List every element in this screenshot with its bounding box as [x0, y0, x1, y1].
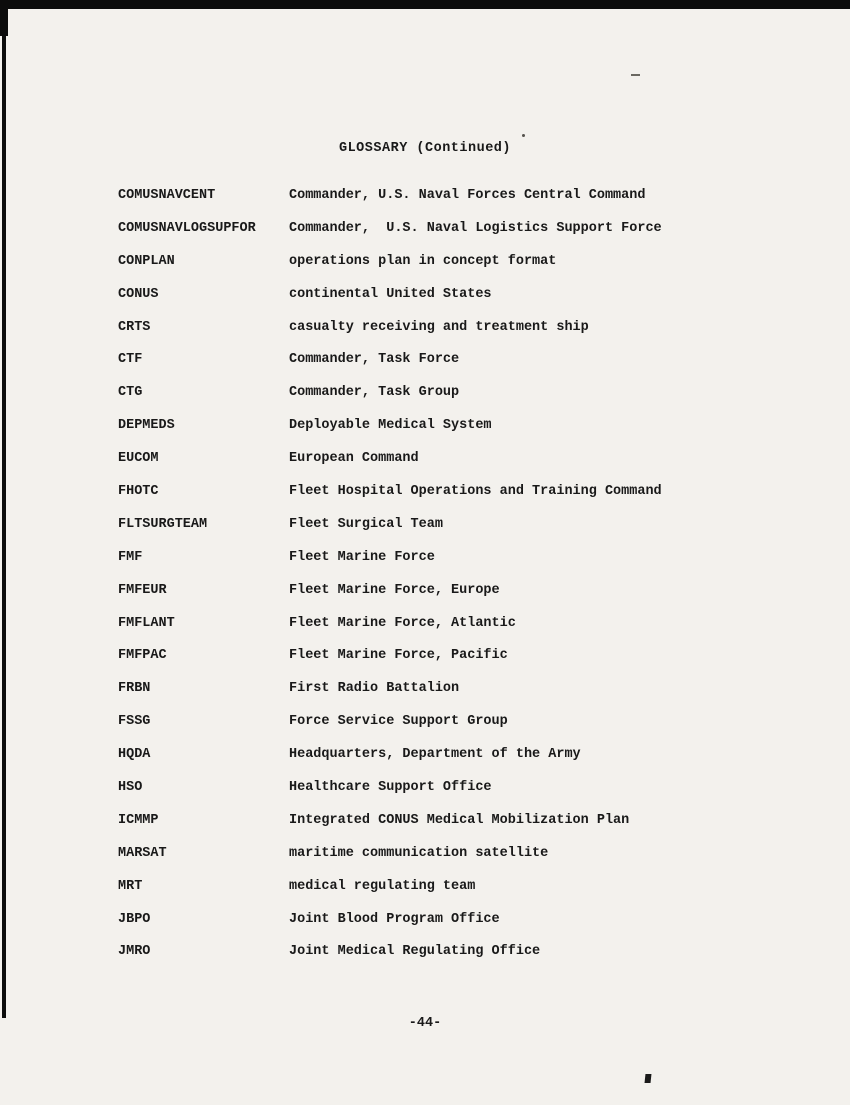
glossary-definition: European Command	[289, 451, 419, 467]
glossary-definition: Commander, Task Force	[289, 352, 460, 368]
page-number: -44-	[408, 1016, 442, 1031]
glossary-row	[118, 912, 798, 945]
glossary-definition: Commander, U.S. Naval Logistics Support Force	[289, 220, 662, 236]
glossary-definition: Deployable Medical System	[289, 418, 492, 434]
glossary-acronym: FHOTC	[118, 484, 159, 500]
glossary-row	[118, 484, 798, 517]
glossary-row	[118, 583, 798, 616]
glossary-row	[118, 648, 798, 681]
glossary-row	[118, 517, 798, 550]
glossary-row	[118, 352, 798, 385]
glossary-row	[118, 944, 798, 977]
glossary-row	[118, 451, 798, 484]
glossary-row	[118, 221, 798, 254]
scan-edge-left	[2, 6, 6, 1018]
glossary-acronym: FMFPAC	[118, 648, 167, 664]
glossary-acronym: MARSAT	[118, 845, 167, 861]
glossary-definition: maritime communication satellite	[289, 845, 549, 861]
glossary-definition: Joint Medical Regulating Office	[289, 944, 541, 960]
glossary-acronym: FMFEUR	[118, 582, 167, 598]
glossary-acronym: COMUSNAVLOGSUPFOR	[118, 220, 256, 236]
glossary-row	[118, 188, 798, 221]
glossary-row	[118, 254, 798, 287]
glossary-definition: Headquarters, Department of the Army	[289, 747, 581, 763]
glossary-acronym: ICMMP	[118, 812, 159, 828]
glossary-acronym: JMRO	[118, 944, 151, 960]
scan-speck-dot	[522, 134, 525, 137]
glossary-row	[118, 418, 798, 451]
glossary-acronym: FRBN	[118, 681, 151, 697]
glossary-definition: Fleet Marine Force	[289, 549, 435, 565]
glossary-definition: Joint Blood Program Office	[289, 911, 500, 927]
glossary-definition: Commander, U.S. Naval Forces Central Command	[289, 188, 646, 203]
glossary-row	[118, 846, 798, 879]
glossary-row	[118, 780, 798, 813]
glossary-row	[118, 681, 798, 714]
glossary-acronym: DEPMEDS	[118, 418, 175, 434]
glossary-acronym: CTG	[118, 385, 143, 401]
glossary-list	[118, 188, 798, 977]
glossary-definition: Force Service Support Group	[289, 714, 508, 730]
glossary-acronym: JBPO	[118, 911, 151, 927]
glossary-definition: operations plan in concept format	[289, 253, 557, 269]
glossary-acronym: CRTS	[118, 319, 151, 335]
scan-artifact-mark	[645, 1074, 652, 1083]
scan-edge-top	[0, 0, 850, 9]
glossary-row	[118, 714, 798, 747]
glossary-row	[118, 879, 798, 912]
glossary-definition: Integrated CONUS Medical Mobilization Plan	[289, 812, 630, 828]
glossary-row	[118, 550, 798, 583]
glossary-definition: casualty receiving and treatment ship	[289, 319, 589, 335]
glossary-acronym: CONUS	[118, 286, 159, 302]
glossary-definition: Fleet Marine Force, Europe	[289, 582, 500, 598]
glossary-row	[118, 385, 798, 418]
glossary-acronym: CTF	[118, 352, 143, 368]
glossary-definition: Healthcare Support Office	[289, 780, 492, 796]
glossary-definition: Fleet Surgical Team	[289, 516, 443, 532]
glossary-acronym: CONPLAN	[118, 253, 175, 269]
glossary-row	[118, 813, 798, 846]
scan-speck-dash	[631, 74, 640, 76]
glossary-row	[118, 616, 798, 649]
glossary-acronym: FLTSURGTEAM	[118, 516, 208, 532]
glossary-definition: Commander, Task Group	[289, 385, 460, 401]
page-title: GLOSSARY (Continued)	[338, 141, 512, 156]
glossary-acronym: FMF	[118, 549, 143, 565]
glossary-acronym: MRT	[118, 878, 143, 894]
glossary-definition: Fleet Marine Force, Atlantic	[289, 615, 516, 631]
glossary-row	[118, 320, 798, 353]
glossary-acronym: FMFLANT	[118, 615, 175, 631]
glossary-definition: Fleet Hospital Operations and Training Command	[289, 484, 662, 500]
glossary-acronym: HSO	[118, 780, 143, 796]
glossary-acronym: COMUSNAVCENT	[118, 188, 216, 203]
glossary-acronym: HQDA	[118, 747, 151, 763]
glossary-row	[118, 287, 798, 320]
glossary-acronym: EUCOM	[118, 451, 159, 467]
glossary-definition: medical regulating team	[289, 878, 476, 894]
glossary-definition: First Radio Battalion	[289, 681, 460, 697]
glossary-row	[118, 747, 798, 780]
glossary-acronym: FSSG	[118, 714, 151, 730]
glossary-definition: continental United States	[289, 286, 492, 302]
glossary-definition: Fleet Marine Force, Pacific	[289, 648, 508, 664]
